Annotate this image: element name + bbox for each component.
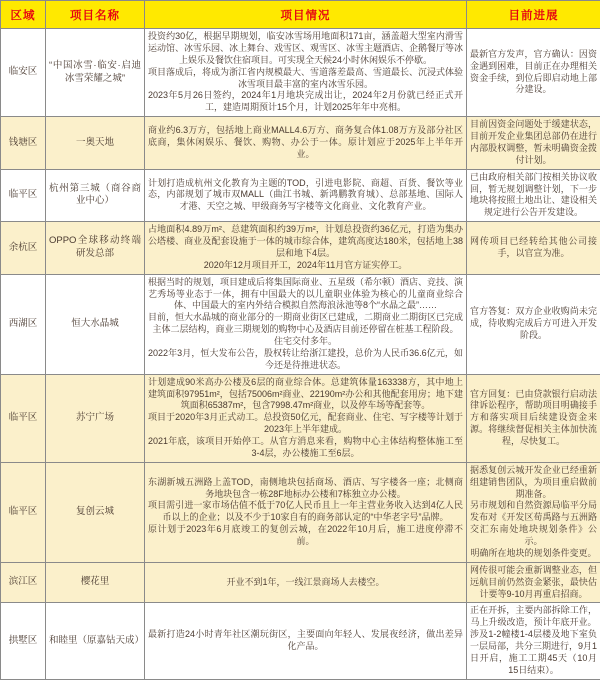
- text-paragraph: 已由政府相关部门按相关协议收回，暂无规划调整计划，下一步地块将按照土地出让、建设相关规定进行公告开发建设。: [470, 172, 597, 220]
- text-paragraph: 目前因资金问题处于缓建状态，目前开发企业集团总部仍在进行内部股权调整，暂未明确资金拨付计划。: [470, 119, 597, 167]
- text-paragraph: 2023年5月26日签约，2024年1月地块完成出让，2024年2月份就已经正式开工，建造周期预计15个月，计划2025年年中亮相。: [148, 90, 463, 114]
- text-paragraph: 计划建成90米高办公楼及6层的商业综合体。总建筑体量163338方，其中地上建筑面积97951m²，包括75006m²商业、22190m²办公和其他配套用房；地下建筑面积65387m²，包含7998.47m²商业，以及停车场等配套等。: [148, 377, 463, 413]
- progress-cell: [467, 603, 600, 679]
- text-paragraph: 商业约6.3万方，包括地上商业MALL4.6万方、商务复合体1.08万方及部分社区底商，集休闲娱乐、餐饮、购物、办公于一体。原计划应于2025年上半年开业。: [148, 125, 463, 161]
- text-paragraph: 滨江区: [4, 576, 42, 589]
- region-cell: [1, 374, 46, 462]
- region-cell: [1, 603, 46, 679]
- text-paragraph: 东湖新城五洲路上盖TOD，南侧地块包括商场、酒店、写字楼各一座；北侧商务地块包含一栋28F地标办公楼和7栋独立办公楼。: [148, 477, 463, 501]
- text-paragraph: 计划打造成杭州文化教育为主题的TOD，引进电影院、商超、百货、餐饮等业态，内部规划了城市双MALL（曲江书城、新鸿鹏教育城）、总部基地、国际人才港、天空之城、甲级商务写字楼等文化商业、文化教育产业。: [148, 178, 463, 214]
- project-details-cell: [145, 562, 467, 603]
- text-paragraph: 临安区: [4, 66, 42, 79]
- text-paragraph: 项目需引进一家市场估值不低于70亿人民币且上一年主营业务收入达到4亿人民币以上的企业；以及不少于10家自有的商务部认定的“中华老字号”品牌。: [148, 500, 463, 524]
- header-project-name: 项目名称: [46, 1, 145, 29]
- project-name-cell: [46, 374, 145, 462]
- progress-cell: [467, 374, 600, 462]
- text-paragraph: 网传很可能会重新调整业态，但远航目前仍然资金紧张，最快估计要等9-10月再重启招商。: [470, 565, 597, 601]
- text-paragraph: 正在开拆，主要内部拆除工作，马上升级改造，预计年底开业。: [470, 605, 597, 629]
- text-paragraph: “中国冰雪·临安·启迪冰雪荣耀之城”: [49, 60, 141, 85]
- project-name-cell: [46, 169, 145, 222]
- text-paragraph: 根据当时的规划，项目建成后将集国际商业、五星级（希尔顿）酒店、竞技、演艺秀场等业态于一体，拥有中国最大的以儿童职业体验为核心的儿童商业综合体、中国最大的室内外结合模拟自然海浪泳池等8个“水晶之最”……: [148, 277, 463, 313]
- text-paragraph: 官方回复：已由贷款银行启动法律诉讼程序，帮助项目明确接手方和落实项目后续建设资金来源。将继续督促相关主体加快流程，尽快复工。: [470, 389, 597, 448]
- region-cell: [1, 117, 46, 170]
- project-name-cell: [46, 562, 145, 603]
- table-row: [1, 117, 600, 170]
- text-paragraph: 临平区: [4, 189, 42, 202]
- text-paragraph: 西湖区: [4, 318, 42, 331]
- region-cell: [1, 169, 46, 222]
- text-paragraph: 网传项目已经转给其他公司接手，以官宣为准。: [470, 236, 597, 260]
- text-paragraph: 另市规划和自然资源局临平分局发布对《开发区荀禹路与五洲路交汇东南处地块规划条件》公示。: [470, 500, 597, 548]
- text-paragraph: 投资约30亿，根据早期规划，临安冰雪场用地面积171亩，涵盖超大型室内滑雪运动馆、冰雪乐园、冰上舞台、戏雪区、观雪区、冰雪主题酒店、企鹅餐厅等冰上娱乐及餐饮住宿项目。可实现全天候24小时休闲娱乐不停歇。: [148, 31, 463, 67]
- project-details-cell: [145, 29, 467, 117]
- progress-cell: [467, 169, 600, 222]
- project-details-cell: [145, 222, 467, 275]
- progress-cell: [467, 117, 600, 170]
- progress-cell: [467, 222, 600, 275]
- text-paragraph: 最新官方发声，官方确认：因资金遇到困难，目前正在办理相关资金手续，到位后即启动地上部分建设。: [470, 49, 597, 97]
- text-paragraph: 樱花里: [49, 576, 141, 589]
- project-name-cell: [46, 222, 145, 275]
- table-row: [1, 274, 600, 374]
- text-paragraph: 临平区: [4, 412, 42, 425]
- table-row: [1, 29, 600, 117]
- text-paragraph: 据悉复创云城开发企业已经重新组建销售团队，为项目重启做前期准备。: [470, 465, 597, 501]
- header-region: 区域: [1, 1, 46, 29]
- project-details-cell: [145, 603, 467, 679]
- text-paragraph: 和睦里（原嘉钻天成）: [49, 635, 141, 648]
- text-paragraph: 项目落成后，将成为浙江省内规模最大、雪道落差最高、雪道最长、沉浸式体验冰雪项目最丰富的室内冰雪乐园。: [148, 67, 463, 91]
- table-row: [1, 169, 600, 222]
- project-details-cell: [145, 274, 467, 374]
- text-paragraph: 最新打造24小时青年社区潮玩街区，主要面向年轻人、发展夜经济，做出差异化产品。: [148, 629, 463, 653]
- text-paragraph: 官方答复：双方企业收购尚未完成，待收购完成后方可进入开发阶段。: [470, 306, 597, 342]
- progress-cell: [467, 462, 600, 562]
- text-paragraph: 杭州第三城（商谷商业中心）: [49, 183, 141, 208]
- table-row: [1, 562, 600, 603]
- project-details-cell: [145, 117, 467, 170]
- table-row: [1, 222, 600, 275]
- text-paragraph: 拱墅区: [4, 635, 42, 648]
- table-body: [1, 29, 600, 680]
- project-name-cell: [46, 274, 145, 374]
- text-paragraph: 余杭区: [4, 242, 42, 255]
- text-paragraph: 2020年12月项目开工，2024年11月官方证实停工。: [148, 260, 463, 272]
- text-paragraph: 恒大水晶城: [49, 318, 141, 331]
- text-paragraph: 2021年底，该项目开始停工。从官方消息来看，购物中心主体结构整体施工至3-4层，办公楼施工至6层。: [148, 436, 463, 460]
- region-cell: [1, 274, 46, 374]
- text-paragraph: OPPO全球移动终端研发总部: [49, 235, 141, 260]
- project-name-cell: [46, 603, 145, 679]
- header-project-details: 项目情况: [145, 1, 467, 29]
- header-row: [1, 1, 600, 29]
- project-name-cell: [46, 117, 145, 170]
- project-name-cell: [46, 462, 145, 562]
- region-cell: [1, 562, 46, 603]
- progress-cell: [467, 29, 600, 117]
- progress-cell: [467, 562, 600, 603]
- project-details-cell: [145, 462, 467, 562]
- text-paragraph: 住宅交付多年。: [148, 336, 463, 348]
- text-paragraph: 2022年3月，恒大发布公告，股权转让给浙江建投，总价为人民币36.6亿元，如今还是待推进状态。: [148, 348, 463, 372]
- text-paragraph: 原计划于2023年6月底竣工的复创云城，在2022年10月后，施工进度停滞不前。: [148, 524, 463, 548]
- region-cell: [1, 462, 46, 562]
- text-paragraph: 目前，恒大水晶城的商业部分的一期商业街区已建成，二期商业二期街区已完成主体二层结构，商业三期规划的购物中心及酒店目前还停留在桩基工程阶段。: [148, 312, 463, 336]
- text-paragraph: 一奥天地: [49, 137, 141, 150]
- text-paragraph: 苏宁广场: [49, 412, 141, 425]
- text-paragraph: 明确所在地块的规划条件变更。: [470, 548, 597, 560]
- text-paragraph: 钱塘区: [4, 137, 42, 150]
- text-paragraph: 占地面积4.89万m²、总建筑面积约39万m²，计划总投资约36亿元，打造为集办公塔楼、商业及配套设施于一体的城市综合体，建筑高度达180米，包括地上38层和地下4层。: [148, 224, 463, 260]
- project-details-cell: [145, 169, 467, 222]
- table-row: [1, 462, 600, 562]
- text-paragraph: 项目于2020年3月正式动工。总投资50亿元，配套商业、住宅、写字楼等计划于2023年上半年建成。: [148, 412, 463, 436]
- region-cell: [1, 222, 46, 275]
- table-row: [1, 374, 600, 462]
- text-paragraph: 临平区: [4, 506, 42, 519]
- region-cell: [1, 29, 46, 117]
- text-paragraph: 复创云城: [49, 506, 141, 519]
- text-paragraph: 开业不到1年，一线江景商场人去楼空。: [148, 577, 463, 589]
- text-paragraph: 涉及1-2幢楼1-4层楼及地下室负一层局部，共分三期进行，9月1日开启，施工工期45天（10月15日结束）。: [470, 629, 597, 677]
- progress-cell: [467, 274, 600, 374]
- table-row: [1, 603, 600, 679]
- project-name-cell: [46, 29, 145, 117]
- header-progress: 目前进展: [467, 1, 600, 29]
- project-details-cell: [145, 374, 467, 462]
